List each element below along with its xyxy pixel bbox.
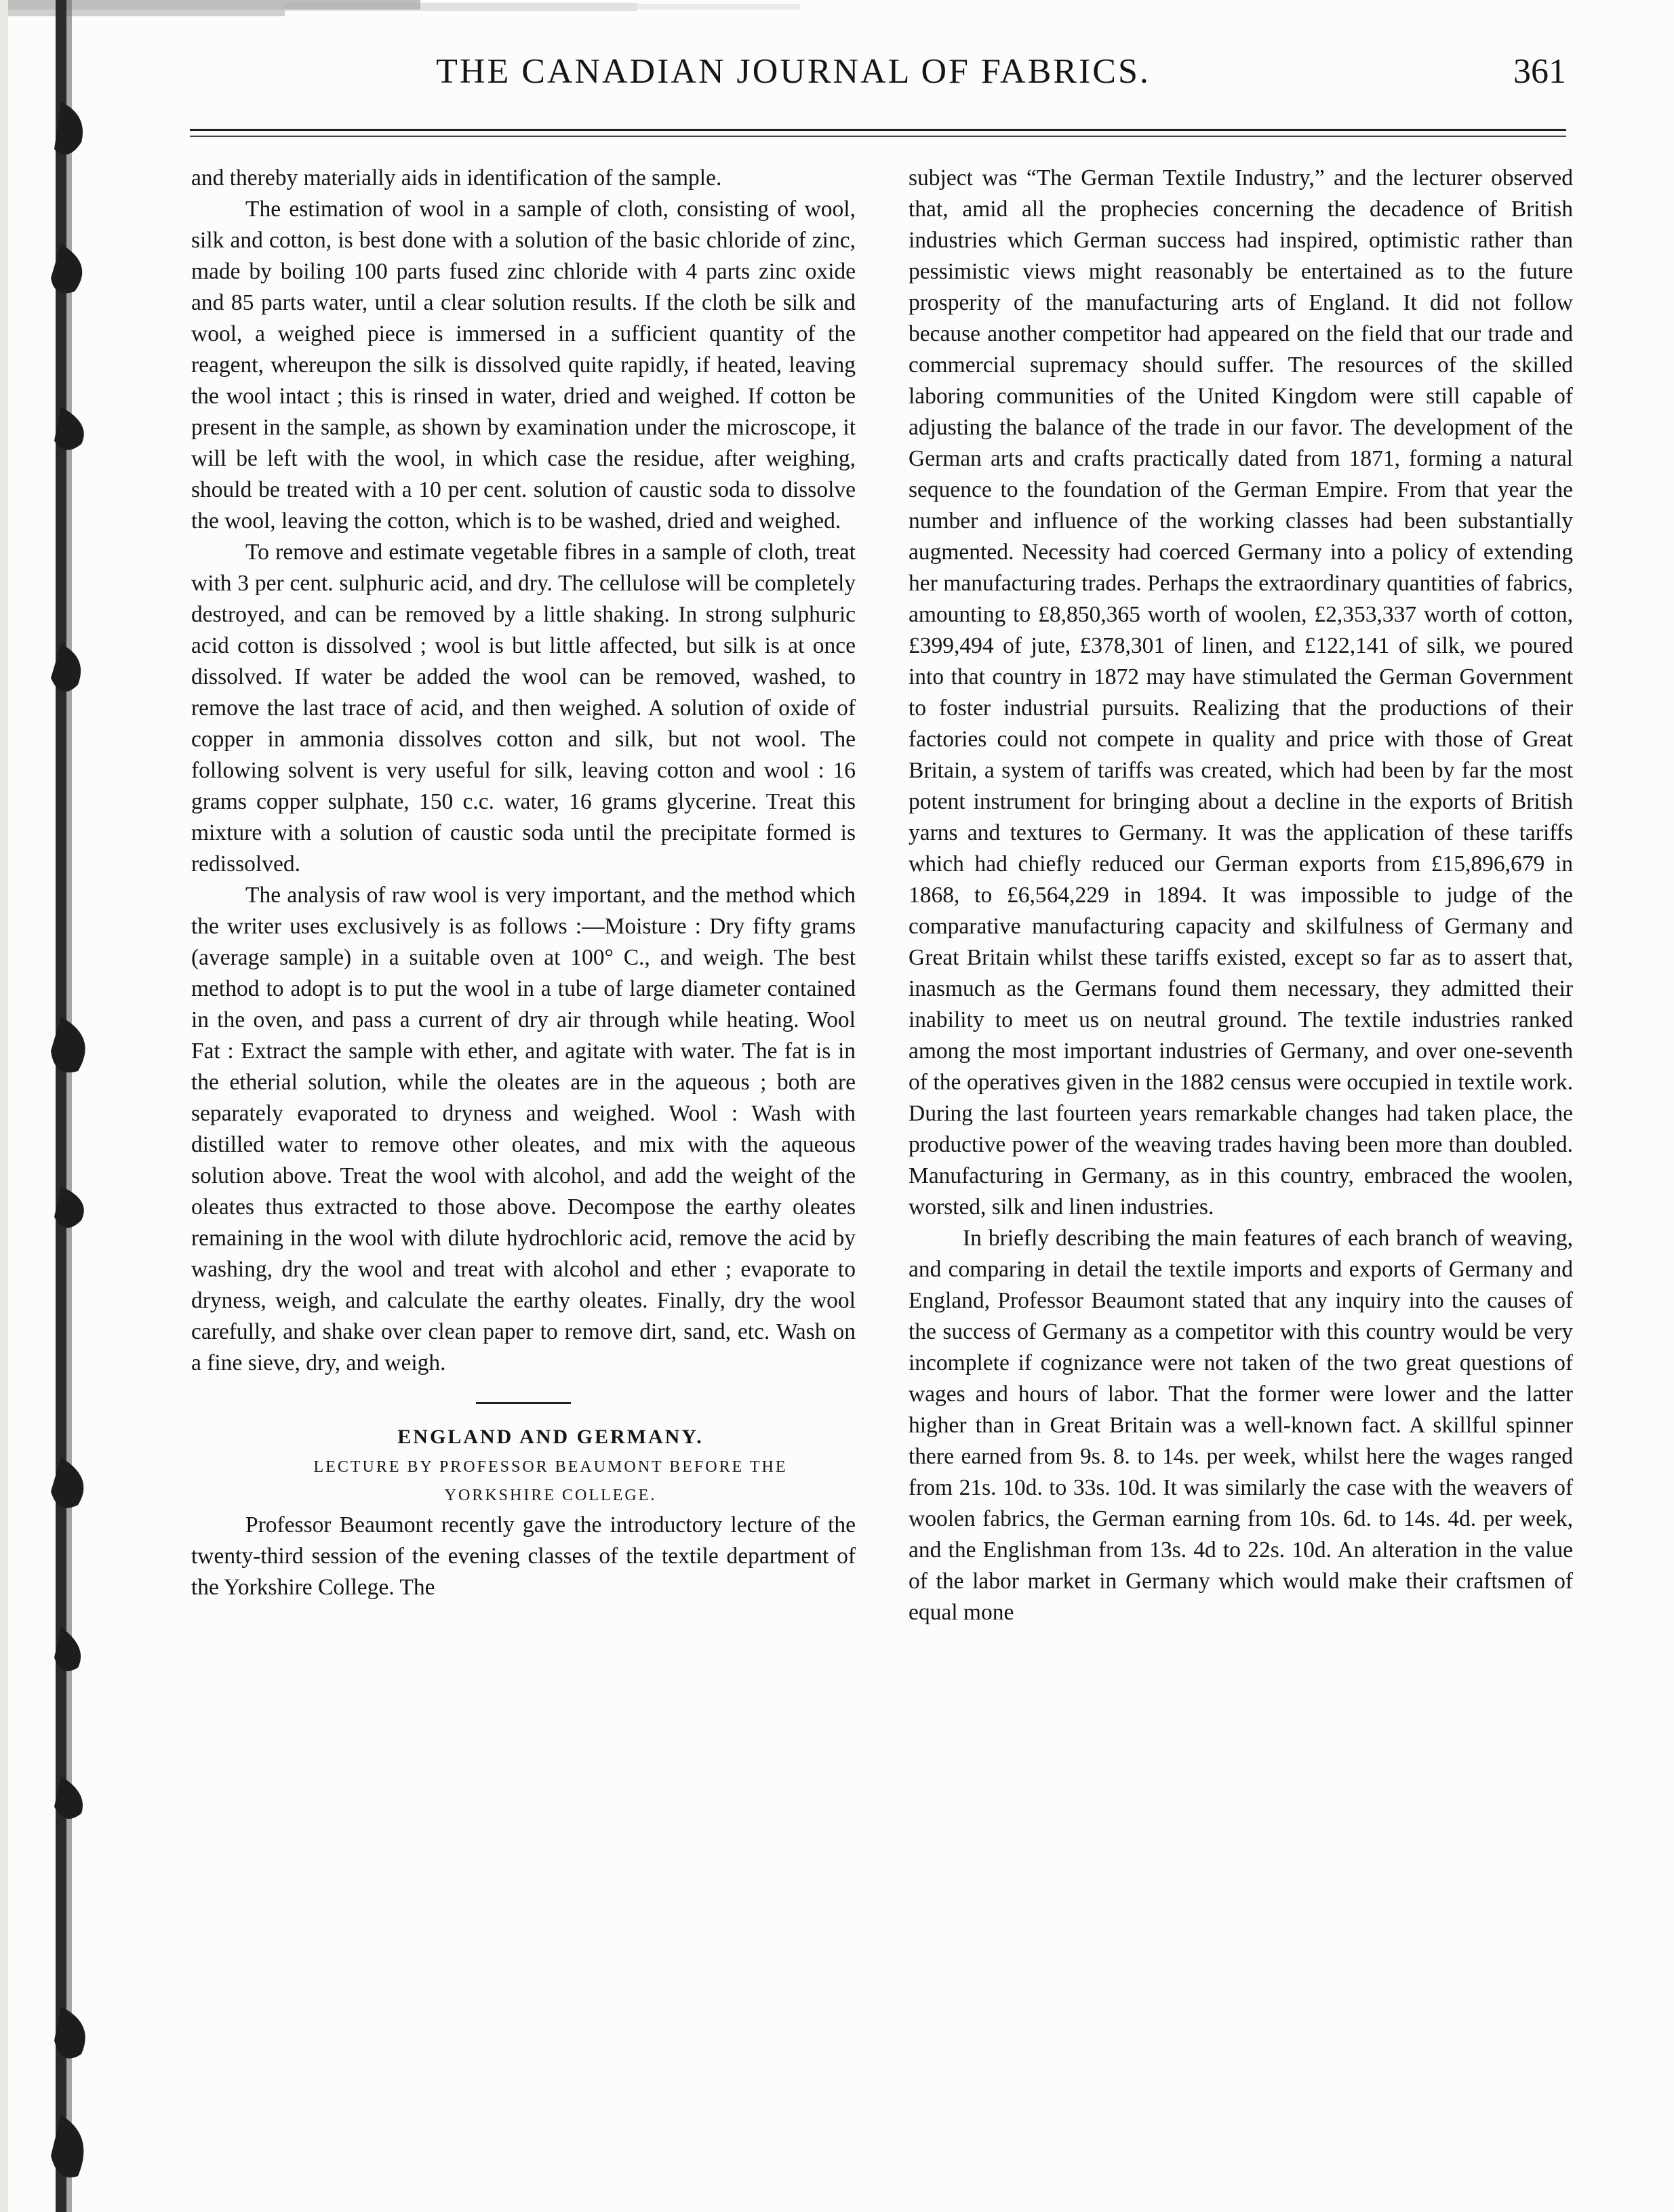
header-rule — [190, 129, 1566, 131]
section-divider — [476, 1402, 571, 1404]
paragraph: Professor Beaumont recently gave the introductory lecture of the twenty-third session of the evening classes of the textile department of the Yorkshire College. The — [191, 1512, 856, 1600]
right-column — [909, 163, 1573, 1628]
paragraph: and thereby materially aids in identification of the sample. — [191, 165, 722, 190]
paragraph: subject was “The German Textile Industry,” and the lecturer observed that, amid all the prophecies concerning the decadence of British industries which German success had inspired, optimistic rather than pessimistic views might reasonably be entertained as to the future prosperity of the manufacturing arts of England. It did not follow because another competitor had appeared on the field that our trade and commercial supremacy should suffer. The resources of the skilled laboring communities of the United Kingdom were still capable of adjusting the balance of the trade in our favor. The development of the German arts and crafts practically dated from 1871, forming a natural sequence to the foundation of the German Empire. From that year the number and influence of the working classes had been substantially augmented. Necessity had coerced Germany into a policy of extending her manufacturing trades. Perhaps the extraordinary quantities of fabrics, amounting to £8,850,365 worth of woolen, £2,353,337 worth of cotton, £399,494 of jute, £378,301 of linen, and £122,141 of silk, we poured into that country in 1872 may have stimulated the German Government to foster industrial pursuits. Realizing that the productions of their factories could not compete in quality and price with those of Great Britain, a system of tariffs was created, which had been by far the most potent instrument for bringing about a decline in the exports of British yarns and textures to Germany. It was the application of these tariffs which had chiefly reduced our German exports from £15,896,679 in 1868, to £6,564,229 in 1894. It was impossible to judge of the comparative manufacturing capacity and skilfulness of Germany and Great Britain whilst these tariffs existed, except so far as to assert that, inasmuch as the Germans found them necessary, they admitted their inability to meet us on neutral ground. The textile industries ranked among the most important industries of Germany, and over one-seventh of the operatives given in the 1882 census were occupied in textile work. During the last fourteen years remarkable changes had taken place, the productive power of the weaving trades having been more than doubled. Manufacturing in Germany, as in this country, embraced the woolen, worsted, silk and linen industries. — [909, 165, 1573, 1220]
section-heading: ENGLAND AND GERMANY. — [397, 1426, 704, 1448]
section-subheading: YORKSHIRE COLLEGE. — [444, 1487, 657, 1504]
running-header — [190, 49, 1566, 96]
paragraph: To remove and estimate vegetable fibres in a sample of cloth, treat with 3 per cent. sulphuric acid, and dry. The cellulose will be completely destroyed, and can be removed by a little shaking. In strong sulphuric acid cotton is dissolved ; wool is but little affected, but silk is at once dissolved. If water be added the wool can be removed, washed, to remove the last trace of acid, and then weighed. A solution of oxide of copper in ammonia dissolves cotton and silk, but not wool. The following solvent is very useful for silk, leaving cotton and wool : 16 grams copper sulphate, 150 c.c. water, 16 grams glycerine. Treat this mixture with a solution of caustic soda until the precipitate formed is redissolved. — [191, 540, 856, 877]
left-column — [191, 163, 856, 1603]
binding-edge — [0, 0, 115, 2212]
paragraph: The analysis of raw wool is very important, and the method which the writer uses exclusively is as follows :—Moisture : Dry fifty grams (average sample) in a suitable oven at 100° C., and weigh. The best method to adopt is to put the wool in a tube of large diameter contained in the oven, and pass a current of dry air through while heating. Wool Fat : Extract the sample with ether, and agitate with water. The fat is in the etherial solution, while the oleates are in the aqueous ; both are separately evaporated to dryness and weighed. Wool : Wash with distilled water to remove other oleates, and mix with the aqueous solution above. Treat the wool with alcohol, and add the weight of the oleates thus extracted to those above. Decompose the earthy oleates remaining in the wool with dilute hydrochloric acid, remove the acid by washing, dry the wool and treat with alcohol and ether ; evaporate to dryness, weigh, and calculate the earthy oleates. Finally, dry the wool carefully, and shake over clean paper to remove dirt, sand, etc. Wash on a fine sieve, dry, and weigh. — [191, 883, 856, 1375]
paragraph: In briefly describing the main features of each branch of weaving, and comparing in detail the textile imports and exports of Germany and England, Professor Beaumont stated that any inquiry into the causes of the success of Germany as a competitor with this country would be very incomplete if cognizance were not taken of the two great questions of wages and hours of labor. That the former were lower and the latter higher than in Great Britain was a well-known fact. A skillful spinner there earned from 9s. 8. to 14s. per week, whilst here the wages ranged from 21s. 10d. to 33s. 10d. It was similarly the case with the weavers of woolen fabrics, the German earning from 10s. 6d. to 14s. 4d. per week, and the Englishman from 13s. 4d to 22s. 10d. An alteration in the value of the labor market in Germany which would make their craftsmen of equal mone — [909, 1226, 1573, 1625]
journal-title: THE CANADIAN JOURNAL OF FABRICS. — [436, 52, 1151, 91]
scan-edge-artifact — [0, 0, 841, 26]
page-number: 361 — [1513, 52, 1566, 91]
header-rule-thin — [190, 136, 1566, 137]
section-subheading: LECTURE BY PROFESSOR BEAUMONT BEFORE THE — [313, 1458, 788, 1476]
paragraph: The estimation of wool in a sample of cloth, consisting of wool, silk and cotton, is best done with a solution of the basic chloride of zinc, made by boiling 100 parts fused zinc chloride with 4 parts zinc oxide and 85 parts water, until a clear solution results. If the cloth be silk and wool, a weighed piece is immersed in a sufficient quantity of the reagent, whereupon the silk is dissolved quite rapidly, if heated, leaving the wool intact ; this is rinsed in water, dried and weighed. If cotton be present in the sample, as shown by examination under the microscope, it will be left with the wool, in which case the residue, after weighing, should be treated with a 10 per cent. solution of caustic soda to dissolve the wool, leaving the cotton, which is to be washed, dried and weighed. — [191, 197, 856, 534]
